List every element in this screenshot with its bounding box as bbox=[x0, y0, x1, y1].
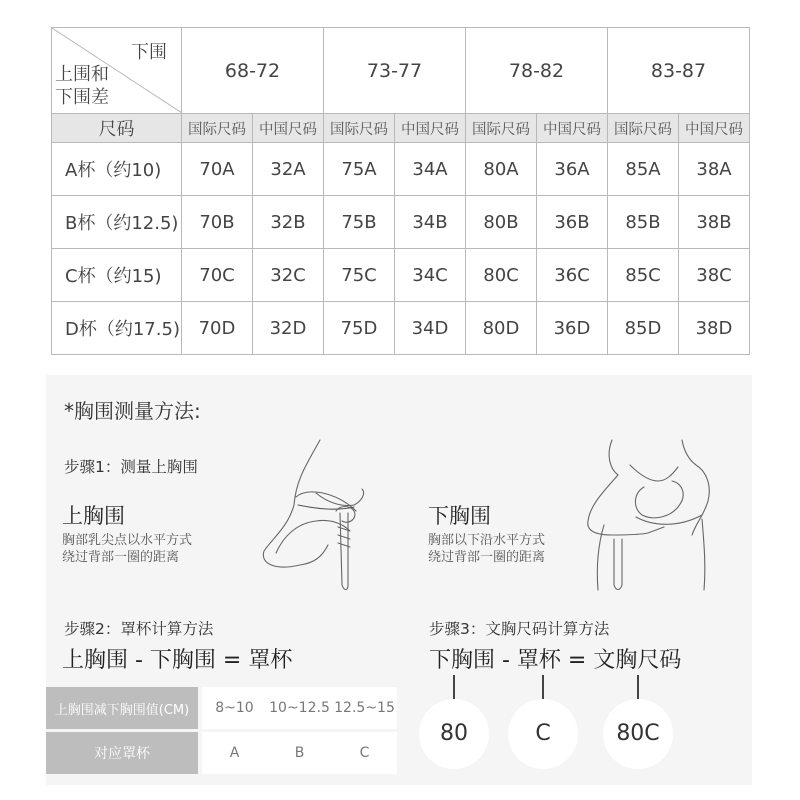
size-cell: 85D bbox=[608, 302, 679, 355]
step3-title: 步骤3：文胸尺码计算方法 bbox=[429, 620, 610, 638]
cup-formula: 上胸围 - 下胸围 = 罩杯 bbox=[62, 648, 293, 673]
size-cell: 38D bbox=[679, 302, 750, 355]
range-header: 73-77 bbox=[324, 28, 466, 114]
difference-label: 上围和 下围差 bbox=[55, 64, 109, 108]
example-size-circle: 80C bbox=[603, 699, 673, 769]
cup-label: C杯（约15) bbox=[52, 249, 182, 302]
intl-size-header: 国际尺码 bbox=[608, 114, 679, 143]
example-cup-circle: C bbox=[508, 699, 578, 769]
diff-value-cell: 10~12.5 bbox=[267, 687, 332, 729]
size-table bbox=[51, 27, 750, 355]
underbust-label: 下围 bbox=[131, 42, 167, 63]
range-header: 78-82 bbox=[466, 28, 608, 114]
table-row bbox=[52, 249, 750, 302]
size-cell: 34A bbox=[395, 143, 466, 196]
table-row bbox=[52, 143, 750, 196]
cn-size-header: 中国尺码 bbox=[253, 114, 324, 143]
size-cell: 38B bbox=[679, 196, 750, 249]
diff-value-cell: 12.5~15 bbox=[332, 687, 397, 729]
intl-size-header: 国际尺码 bbox=[324, 114, 395, 143]
lower-bust-measure-illustration bbox=[584, 435, 724, 595]
size-cell: 36A bbox=[537, 143, 608, 196]
size-cell: 32D bbox=[253, 302, 324, 355]
cup-label-cell: 对应罩杯 bbox=[46, 732, 198, 774]
method-title: *胸围测量方法: bbox=[64, 399, 201, 423]
intl-size-header: 国际尺码 bbox=[182, 114, 253, 143]
size-cell: 70B bbox=[182, 196, 253, 249]
size-cell: 36B bbox=[537, 196, 608, 249]
size-cell: 34C bbox=[395, 249, 466, 302]
cup-label: D杯（约17.5) bbox=[52, 302, 182, 355]
cup-value-cell: A bbox=[202, 732, 267, 774]
size-cell: 32C bbox=[253, 249, 324, 302]
size-cell: 38A bbox=[679, 143, 750, 196]
size-cell: 80C bbox=[466, 249, 537, 302]
cn-size-header: 中国尺码 bbox=[679, 114, 750, 143]
size-cell: 32A bbox=[253, 143, 324, 196]
size-cell: 85A bbox=[608, 143, 679, 196]
lower-bust-desc: 胸部以下沿水平方式 绕过背部一圈的距离 bbox=[428, 533, 546, 565]
lower-bust-title: 下胸围 bbox=[428, 504, 491, 528]
size-cell: 36D bbox=[537, 302, 608, 355]
size-cell: 75D bbox=[324, 302, 395, 355]
upper-bust-title: 上胸围 bbox=[62, 504, 125, 528]
cup-value-cell: B bbox=[267, 732, 332, 774]
size-cell: 80A bbox=[466, 143, 537, 196]
corner-header-cell bbox=[52, 28, 182, 114]
size-cell: 70C bbox=[182, 249, 253, 302]
range-header: 83-87 bbox=[608, 28, 750, 114]
size-formula: 下胸围 - 罩杯 = 文胸尺码 bbox=[429, 648, 682, 673]
size-cell: 32B bbox=[253, 196, 324, 249]
table-row bbox=[46, 732, 397, 774]
step1-title: 步骤1：测量上胸围 bbox=[64, 458, 198, 476]
size-cell: 75B bbox=[324, 196, 395, 249]
size-cell: 70D bbox=[182, 302, 253, 355]
step2-title: 步骤2：罩杯计算方法 bbox=[64, 620, 214, 638]
size-cell: 70A bbox=[182, 143, 253, 196]
size-cell: 34D bbox=[395, 302, 466, 355]
range-header: 68-72 bbox=[182, 28, 324, 114]
cup-value-cell: C bbox=[332, 732, 397, 774]
cn-size-header: 中国尺码 bbox=[537, 114, 608, 143]
size-cell: 80B bbox=[466, 196, 537, 249]
example-underbust-circle: 80 bbox=[419, 699, 489, 769]
size-cell: 38C bbox=[679, 249, 750, 302]
table-row bbox=[52, 196, 750, 249]
diff-label-cell: 上胸围减下胸围值(CM) bbox=[46, 687, 198, 729]
size-cell: 34B bbox=[395, 196, 466, 249]
size-label: 尺码 bbox=[52, 114, 182, 143]
size-cell: 75C bbox=[324, 249, 395, 302]
cup-label: A杯（约10) bbox=[52, 143, 182, 196]
size-cell: 80D bbox=[466, 302, 537, 355]
size-cell: 75A bbox=[324, 143, 395, 196]
table-row bbox=[46, 687, 397, 729]
cup-calculation-table bbox=[46, 684, 397, 777]
upper-bust-measure-illustration bbox=[258, 435, 368, 595]
diff-value-cell: 8~10 bbox=[202, 687, 267, 729]
size-cell: 36C bbox=[537, 249, 608, 302]
cn-size-header: 中国尺码 bbox=[395, 114, 466, 143]
size-cell: 85C bbox=[608, 249, 679, 302]
measurement-method-panel bbox=[46, 375, 752, 785]
upper-bust-desc: 胸部乳尖点以水平方式 绕过背部一圈的距离 bbox=[62, 533, 193, 565]
cup-label: B杯（约12.5) bbox=[52, 196, 182, 249]
intl-size-header: 国际尺码 bbox=[466, 114, 537, 143]
table-row bbox=[52, 302, 750, 355]
size-cell: 85B bbox=[608, 196, 679, 249]
